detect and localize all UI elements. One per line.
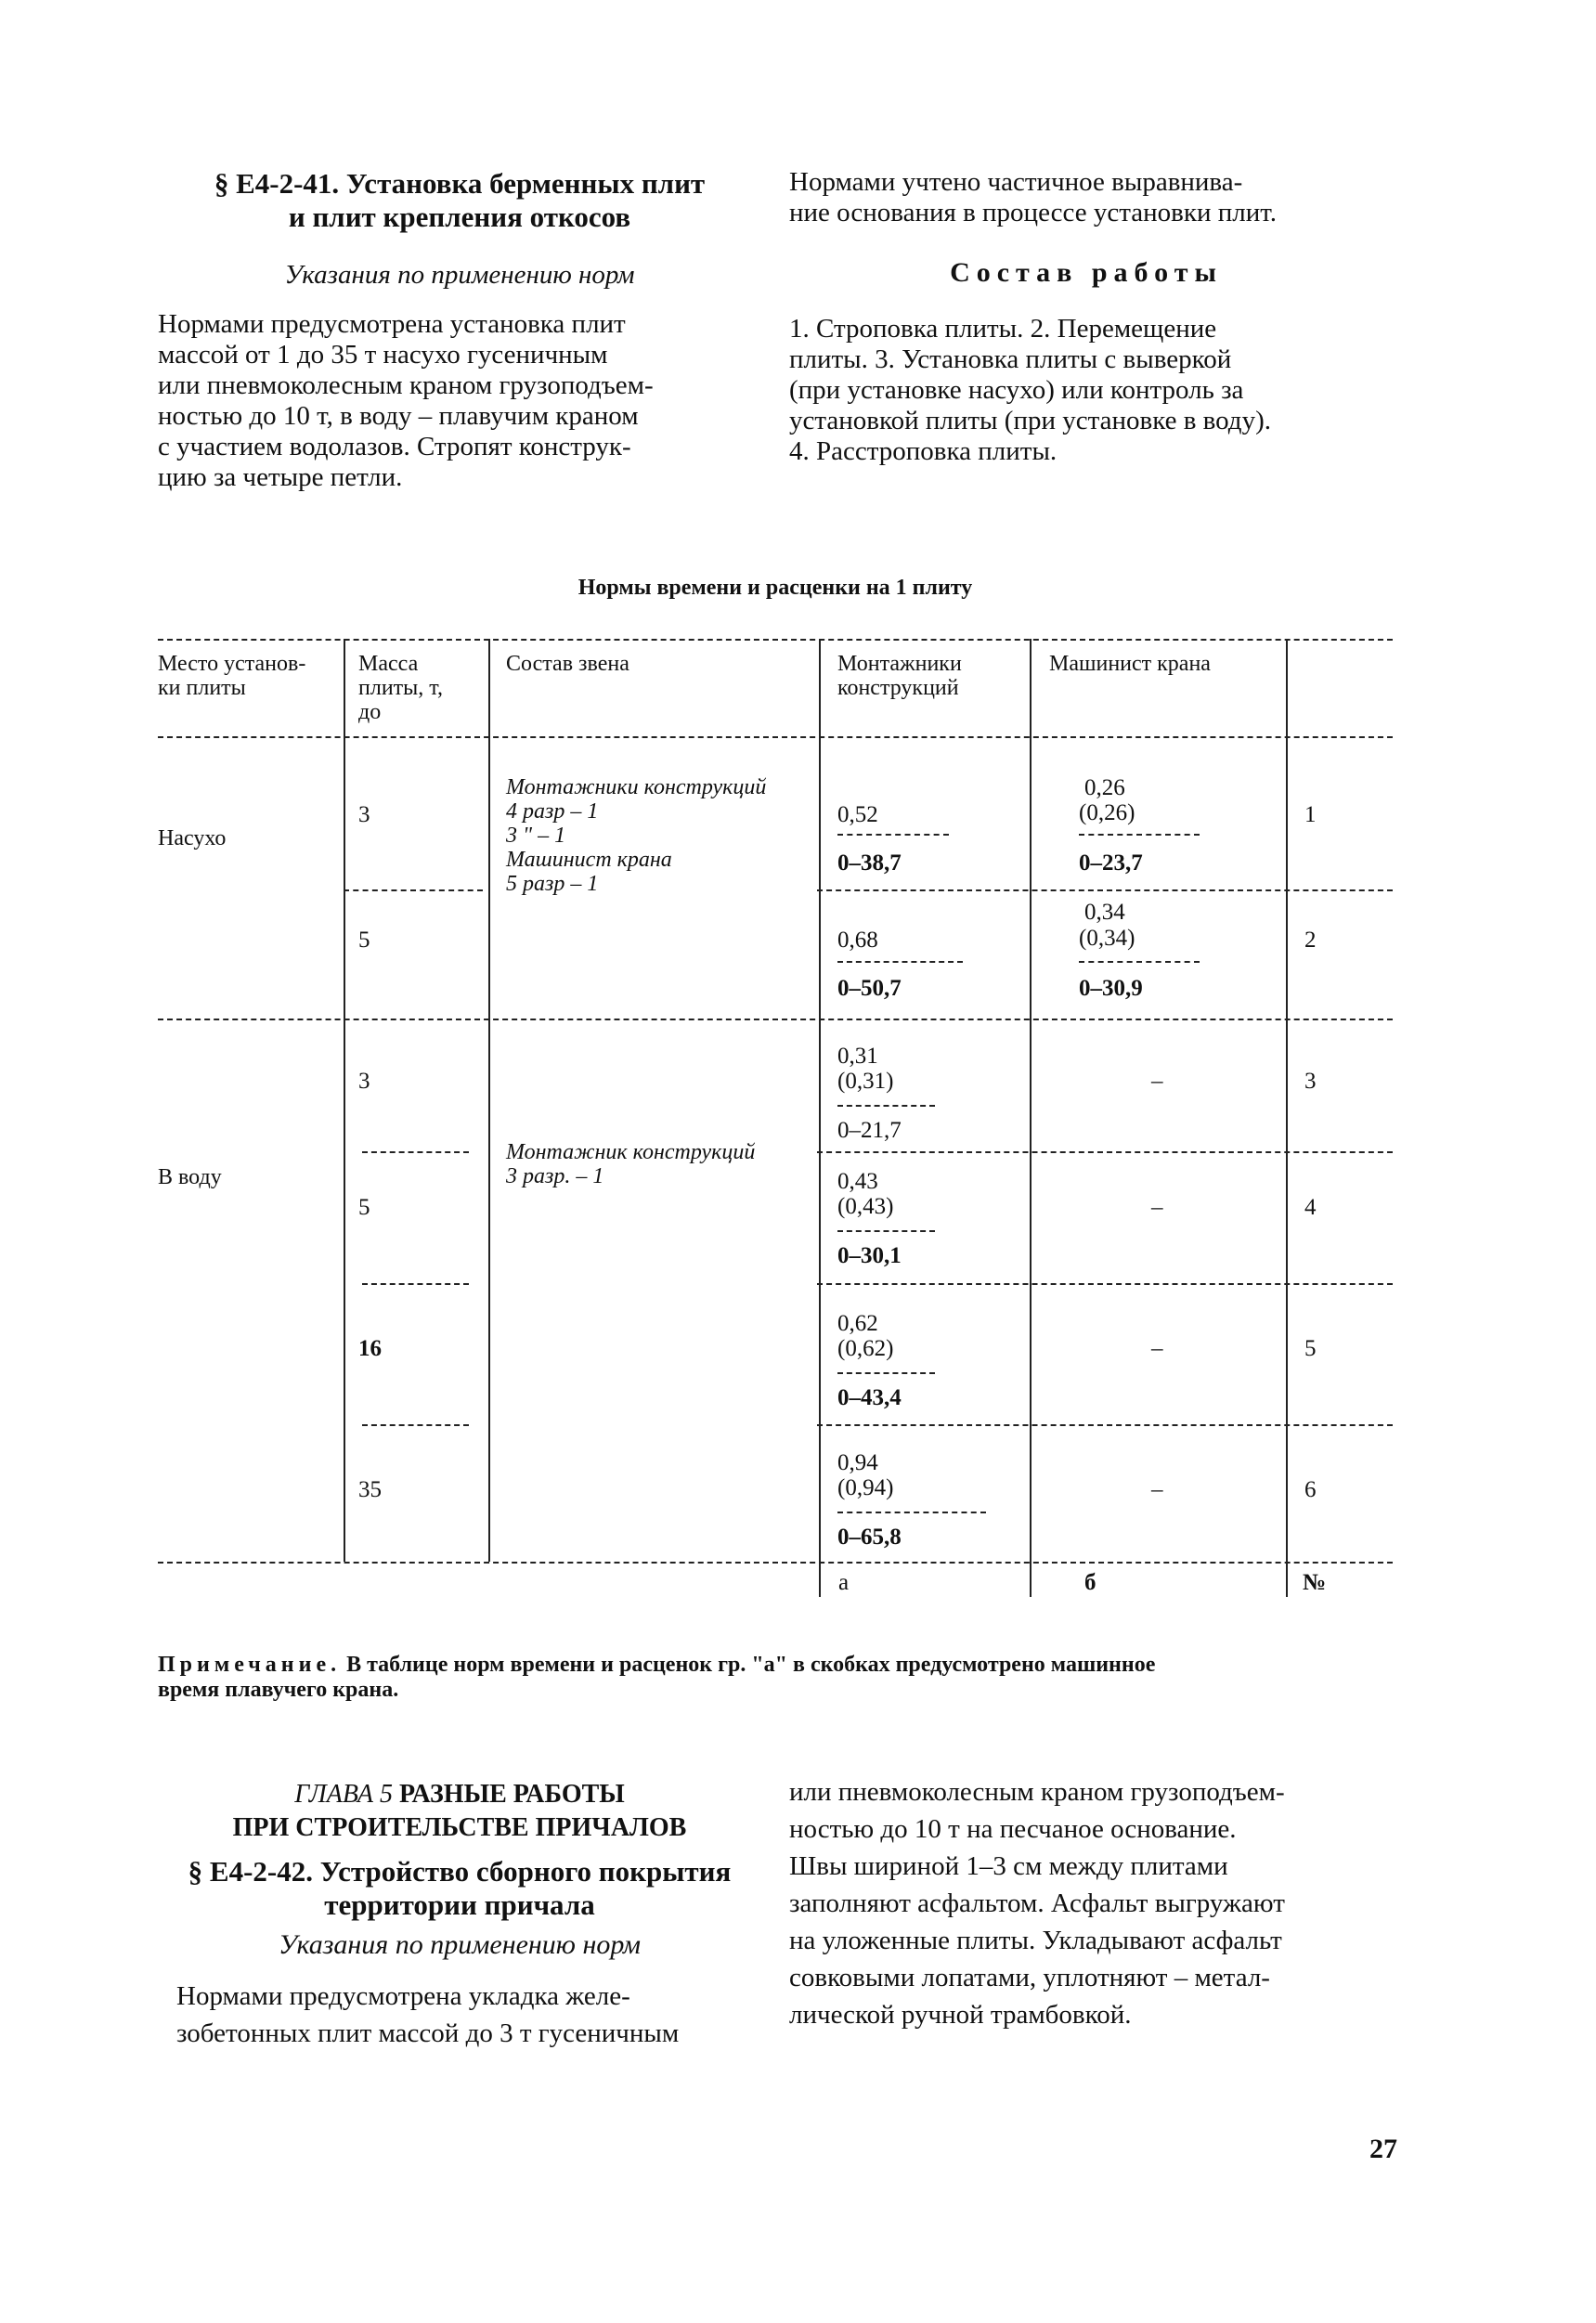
row4-no: 4 [1304, 1195, 1317, 1220]
row-rule [817, 1283, 1393, 1285]
row3-mass: 3 [358, 1069, 370, 1094]
row4-a-machine: (0,43) [837, 1194, 894, 1219]
row-rule [362, 1283, 469, 1285]
row1-b-rate: 0–23,7 [1079, 850, 1143, 876]
work-heading: Состав работы [950, 257, 1223, 288]
row2-b-norm: 0,34 [1084, 900, 1125, 925]
col-divider [1286, 639, 1288, 1597]
para-line: или пневмоколесным краном грузоподъем- [789, 1777, 1285, 1807]
section2-left-paragraph [176, 1978, 761, 2052]
para-line: ностью до 10 т, в воду – плавучим краном [158, 401, 639, 431]
note-text-line1: В таблице норм времени и расценок гр. "а" в скобках предусмотрено машинное [346, 1653, 1156, 1677]
para-line: Нормами предусмотрена укладка желе- [176, 1981, 630, 2011]
row1-a-rate: 0–38,7 [837, 850, 902, 876]
note-label: Примечание. [158, 1653, 342, 1677]
place-dry: Насухо [158, 826, 227, 850]
section2-subtitle: Указания по применению норм [279, 1929, 641, 1960]
row2-mass: 5 [358, 928, 370, 953]
section-title-line2: и плит крепления откосов [288, 201, 631, 233]
para-line: или пневмоколесным краном грузоподъем- [158, 370, 654, 400]
section-title-line1: § Е4-2-41. Установка берменных плит [214, 167, 706, 200]
row-rule [817, 1151, 1393, 1153]
row3-a-machine: (0,31) [837, 1069, 894, 1094]
row2-b-rate: 0–30,9 [1079, 976, 1143, 1001]
col-divider [819, 639, 821, 1597]
section2-title-line2: территории причала [324, 1888, 595, 1921]
section-subtitle: Указания по применению норм [284, 260, 635, 290]
chapter-name: РАЗНЫЕ РАБОТЫ [398, 1780, 625, 1809]
crew-line: 4 разр – 1 [506, 799, 599, 824]
row3-b: – [1151, 1069, 1163, 1094]
row4-a-norm: 0,43 [837, 1169, 878, 1194]
crew-water [506, 1140, 817, 1188]
para-line: ностью до 10 т на песчаное основание. [789, 1814, 1237, 1844]
crew-line: 3 разр. – 1 [506, 1164, 604, 1188]
note-line1 [158, 1653, 1402, 1678]
header-fitters-line1: Монтажники [837, 652, 962, 676]
crew-line: 5 разр – 1 [506, 872, 599, 896]
footer-col-a: а [838, 1570, 850, 1595]
row-rule [362, 1151, 469, 1153]
para-line: Нормами учтено частичное выравнива- [789, 167, 1243, 197]
row3-a-rate: 0–21,7 [837, 1118, 902, 1143]
row6-a-norm: 0,94 [837, 1450, 878, 1475]
para-line: массой от 1 до 35 т насухо гусеничным [158, 340, 608, 370]
row6-a-machine: (0,94) [837, 1475, 894, 1500]
para-line: зобетонных плит массой до 3 т гусеничным [176, 2018, 680, 2048]
note-text-line2: время плавучего крана. [158, 1678, 399, 1702]
col-divider [488, 639, 490, 1562]
para-line: цию за четыре петли. [158, 462, 403, 492]
row2-b-machine: (0,34) [1079, 926, 1135, 951]
chapter-title-line1 [158, 1778, 761, 1811]
table-caption: Нормы времени и расценки на 1 плиту [577, 576, 973, 600]
col-divider [1030, 639, 1032, 1597]
row-rule [817, 889, 1393, 891]
fraction-bar [837, 1512, 986, 1513]
para-line: Швы шириной 1–3 см между плитами [789, 1851, 1228, 1881]
header-place-line1: Место установ- [158, 652, 306, 676]
row-rule [344, 889, 483, 891]
header-place [158, 652, 339, 700]
header-fitters [837, 652, 1023, 700]
row5-mass: 16 [358, 1336, 382, 1361]
header-mass-line2: плиты, т, [358, 676, 443, 700]
work-line: установкой плиты (при установке в воду). [789, 406, 1271, 435]
footer-col-b: б [1084, 1570, 1096, 1595]
row5-a-norm: 0,62 [837, 1311, 878, 1336]
row-rule [362, 1424, 469, 1426]
fraction-bar [1079, 961, 1200, 963]
fraction-bar [837, 961, 963, 963]
row4-b: – [1151, 1195, 1163, 1220]
header-crew: Состав звена [506, 652, 629, 676]
row1-b-machine: (0,26) [1079, 800, 1135, 825]
section2-title [158, 1855, 761, 1922]
row5-no: 5 [1304, 1336, 1317, 1361]
section2-title-line1: § Е4-2-42. Устройство сборного покрытия [188, 1855, 732, 1888]
row1-a-norm: 0,52 [837, 802, 878, 827]
row4-mass: 5 [358, 1195, 370, 1220]
header-fitters-line2: конструкций [837, 676, 959, 700]
col-divider [344, 639, 345, 1562]
fraction-bar [837, 1105, 935, 1107]
fraction-bar [1079, 834, 1200, 836]
row6-no: 6 [1304, 1477, 1317, 1502]
footer-col-no: № [1303, 1570, 1327, 1595]
para-line: заполняют асфальтом. Асфальт выгружают [789, 1888, 1285, 1918]
row6-b: – [1151, 1477, 1163, 1502]
chapter-title-line2: ПРИ СТРОИТЕЛЬСТВЕ ПРИЧАЛОВ [232, 1813, 687, 1842]
row6-a-rate: 0–65,8 [837, 1525, 902, 1550]
chapter-number: ГЛАВА 5 [294, 1780, 393, 1809]
table-bottom-rule [158, 1562, 1393, 1564]
crew-line: Монтажник конструкций [506, 1140, 756, 1164]
crew-dry [506, 775, 817, 896]
row1-mass: 3 [358, 802, 370, 827]
row5-a-rate: 0–43,4 [837, 1385, 902, 1410]
para-line: лической ручной трамбовкой. [789, 2000, 1132, 2030]
row1-b-norm: 0,26 [1084, 775, 1125, 800]
fraction-bar [837, 1372, 935, 1374]
header-mass-line1: Масса [358, 652, 419, 676]
para-line: ние основания в процессе установки плит. [789, 198, 1277, 227]
crew-line: Монтажники конструкций [506, 775, 767, 799]
fraction-bar [837, 834, 949, 836]
section2-right-paragraph [789, 1773, 1393, 2033]
para-line: на уложенные плиты. Укладывают асфальт [789, 1926, 1282, 1955]
work-line: 4. Расстроповка плиты. [789, 436, 1058, 466]
header-driver: Машинист крана [1049, 652, 1211, 676]
work-line: 1. Строповка плиты. 2. Перемещение [789, 314, 1217, 344]
row4-a-rate: 0–30,1 [837, 1243, 902, 1268]
row5-b: – [1151, 1336, 1163, 1361]
work-line: (при установке насухо) или контроль за [789, 375, 1244, 405]
header-place-line2: ки плиты [158, 676, 246, 700]
page-number: 27 [1369, 2134, 1397, 2164]
header-mass-line3: до [358, 700, 382, 724]
row3-a-norm: 0,31 [837, 1044, 878, 1069]
row1-no: 1 [1304, 802, 1317, 827]
row3-no: 3 [1304, 1069, 1317, 1094]
work-line: плиты. 3. Установка плиты с выверкой [789, 344, 1232, 374]
para-line: с участием водолазов. Стропят конструк- [158, 432, 631, 461]
row-rule [817, 1424, 1393, 1426]
table-note [158, 1653, 1402, 1703]
header-mass [358, 652, 484, 724]
para-line: Нормами предусмотрена установка плит [158, 309, 626, 339]
crew-line: 3 " – 1 [506, 824, 566, 848]
fraction-bar [837, 1230, 935, 1232]
crew-line: Машинист крана [506, 848, 672, 872]
row6-mass: 35 [358, 1477, 382, 1502]
para-line: совковыми лопатами, уплотняют – метал- [789, 1963, 1270, 1992]
row2-a-norm: 0,68 [837, 928, 878, 953]
place-water: В воду [158, 1165, 222, 1189]
row2-no: 2 [1304, 928, 1317, 953]
row2-a-rate: 0–50,7 [837, 976, 902, 1001]
chapter-title [158, 1778, 761, 1845]
row5-a-machine: (0,62) [837, 1336, 894, 1361]
